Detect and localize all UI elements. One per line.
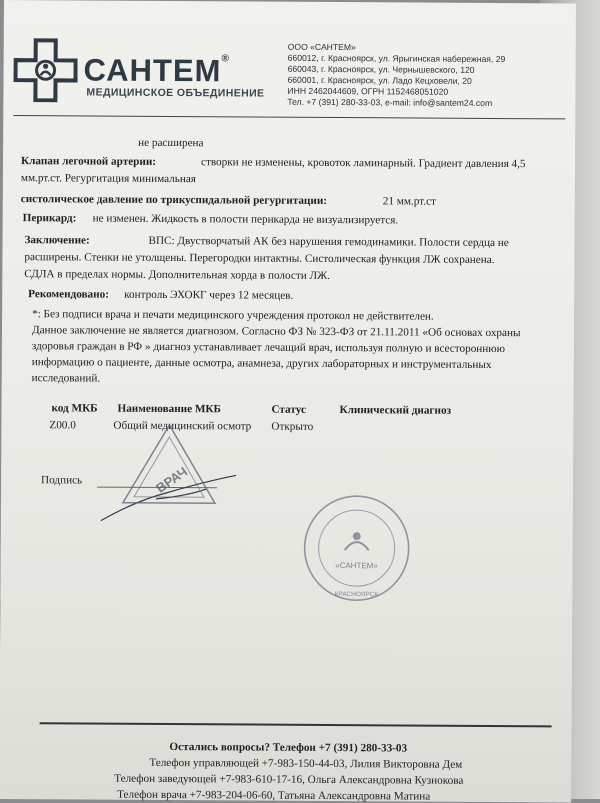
table-cell-name: Общий медицинский осмотр xyxy=(113,419,252,433)
table-cell-code: Z00.0 xyxy=(49,419,76,432)
clinic-stamp-logo-icon xyxy=(353,532,361,540)
header-divider xyxy=(13,115,565,119)
footer-questions: Остались вопросы? Телефон +7 (391) 280-33-03 xyxy=(169,741,408,755)
footer-manager-phone: Телефон управляющей +7-983-150-44-03, Лилия Викторовна Дем xyxy=(149,756,463,771)
not-dilated-text: не расширена xyxy=(138,136,204,150)
signature-label: Подпись xyxy=(41,474,83,487)
table-header-name: Наименование МКБ xyxy=(117,402,221,416)
pericard-text: не изменен. Жидкость в полости перикарда не визуализируется. xyxy=(92,212,399,227)
address-line: 660012, г. Красноярск, ул. Ярыгинская набережная, 29 xyxy=(287,52,506,65)
table-header-code: код МКБ xyxy=(51,402,98,415)
systolic-label: систолическое давление по трикуспидальной регургитации: xyxy=(20,193,328,207)
valve-text-2: мм.рт.ст. Регургитация минимальная xyxy=(20,172,196,186)
footer-doctor-phone: Телефон врача +7-983-204-06-60, Татьяна Александровна Матина xyxy=(117,788,431,803)
doctor-stamp xyxy=(119,421,220,512)
conclusion-label: Заключение: xyxy=(24,234,90,247)
doctor-stamp-text: ВРАЧ xyxy=(153,463,191,496)
santem-logo-cross-icon xyxy=(13,38,77,102)
conclusion-line: ВПС: Двустворчатый АК без нарушения гемодинамики. Полости сердца не xyxy=(148,234,509,250)
requisites-line: ИНН 2462044609, ОГРН 1152468051020 xyxy=(287,85,449,97)
brand-name: САНТЕМ® xyxy=(83,52,230,89)
brand-subtitle: МЕДИЦИНСКОЕ ОБЪЕДИНЕНИЕ xyxy=(86,86,265,100)
conclusion-line: СДЛА в пределах нормы. Дополнительная хорда в полости ЛЖ. xyxy=(24,268,330,282)
footer-divider xyxy=(40,722,552,727)
table-header-diagnosis: Клинический диагноз xyxy=(339,404,452,417)
recommend-text: контроль ЭХОКГ через 12 месяцев. xyxy=(124,288,294,302)
conclusion-line: расширены. Стенки не утолщены. Перегородки интактны. Систолическая функция ЛЖ сохранена. xyxy=(24,251,495,267)
disclaimer-line: информацию о пациенте, данные осмотра, анамнеза, других лабораторных и инструментальных xyxy=(31,356,492,371)
disclaimer-line: исследований. xyxy=(31,372,101,385)
valve-label: Клапан легочной артерии: xyxy=(20,155,157,168)
systolic-value: 21 мм.рт.ст xyxy=(382,195,436,208)
disclaimer-line: *: Без подписи врача и печати медицинского учреждения протокол не действителен. xyxy=(32,308,434,323)
table-header-status: Статус xyxy=(271,403,306,416)
table-cell-status: Открыто xyxy=(271,420,314,433)
address-line: 660001, г. Красноярск, ул. Ладо Кецховели, 20 xyxy=(287,74,472,86)
recommend-label: Рекомендовано: xyxy=(28,288,109,301)
disclaimer-line: Данное заключение не является диагнозом. Согласно ФЗ № 323-ФЗ от 21.11.2011 «Об основах охраны xyxy=(31,324,521,340)
clinic-stamp-name: «САНТЕМ» xyxy=(335,561,378,571)
clinic-stamp-city: КРАСНОЯРСК xyxy=(334,591,379,599)
footer-head-phone: Телефон заведующей +7-983-610-17-16, Ольга Александровна Кузнокова xyxy=(114,772,464,787)
contact-line: Тел. +7 (391) 280-33-03, e-mail: info@santem24.com xyxy=(287,96,493,108)
company-name: ООО «САНТЕМ» xyxy=(287,41,356,53)
address-line: 660043, г. Красноярск, ул. Чернышевского, 120 xyxy=(287,63,475,75)
valve-text: створки не изменены, кровоток ламинарный. Градиент давления 4,5 xyxy=(200,156,526,171)
disclaimer-line: здоровья граждан в РФ » диагноз устанавливает лечащий врач, используя полную и всестороннюю xyxy=(31,340,506,356)
clinic-stamp xyxy=(300,492,413,605)
pericard-label: Перикард: xyxy=(22,212,77,225)
